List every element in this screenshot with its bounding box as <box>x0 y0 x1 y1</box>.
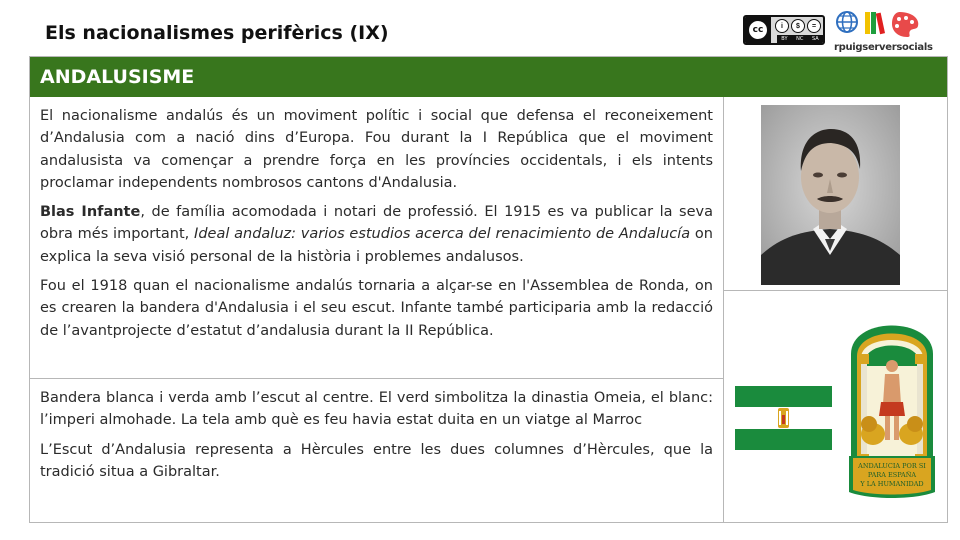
cc-icon: cc <box>747 19 769 41</box>
coat-motto-line2: PARA ESPAÑA <box>867 471 917 479</box>
flag-paragraph: Bandera blanca i verda amb l’escut al centre. El verd simbolitza la dinastia Omeia, el blanc: l’imperi almohade. La tela amb què es feu havia estat duita en un viatge al Marroc <box>40 390 713 429</box>
cc-license-badge[interactable] <box>743 15 825 45</box>
andalusia-flag <box>735 386 832 450</box>
slide-title: Els nacionalismes perifèrics (IX) <box>45 22 389 44</box>
flag-coat-of-arms-icon <box>778 408 789 428</box>
cc-label-nc: NC <box>796 36 804 42</box>
brand-icons <box>834 10 934 42</box>
blas-infante-paragraph <box>40 201 713 268</box>
symbols-text-cell <box>30 379 724 522</box>
symbols-cell <box>724 291 947 522</box>
books-icon <box>865 12 885 34</box>
ronda-paragraph: Fou el 1918 quan el nacionalisme andalús tornaria a alçar-se en l'Assemblea de Ronda, on es crearen la bandera d'Andalusia i el seu escut. Infante també participaria amb la redacció de l’avantprojecte d’estatut d’andalusia durant la II República. <box>40 278 713 339</box>
portrait-cell <box>724 97 947 291</box>
sharealike-icon: = <box>807 19 821 33</box>
attribution-icon: i <box>775 19 789 33</box>
cc-label-sa: SA <box>811 36 819 42</box>
palette-icon <box>892 12 918 37</box>
blas-infante-text-a: , de família acomodada i notari de professió. El 1915 es va publicar la seva obra més important, <box>40 204 713 243</box>
brand-logo[interactable] <box>834 10 934 54</box>
blas-infante-text-b: on explica la seva visió personal de la història i problemes andalusos. <box>40 226 713 265</box>
blas-infante-work-title: Ideal andaluz: varios estudios acerca del renacimiento de Andalucía <box>194 226 691 243</box>
brand-name: rpuigserversocials <box>834 42 933 53</box>
history-text-cell <box>30 97 724 379</box>
intro-paragraph: El nacionalisme andalús és un moviment polític i social que defensa el reconeixement d’Andalusia com a nació dins d’Europa. Fou durant la I República que el moviment andalusista va començar a prendre força en les províncies occidentals, i els intents proclamar independents nombrosos cantons d'Andalusia. <box>40 108 713 191</box>
blas-infante-name: Blas Infante <box>40 204 141 221</box>
coat-motto-line3: Y LA HUMANIDAD <box>860 480 924 488</box>
globe-icon <box>837 12 857 32</box>
content-table <box>29 56 948 523</box>
cc-label-by: BY <box>781 36 788 42</box>
cc-labels <box>777 35 823 43</box>
cc-mark <box>745 17 771 43</box>
coat-motto-line1: ANDALUCIA POR SI <box>858 462 926 470</box>
section-header: ANDALUSISME <box>30 57 947 97</box>
andalusia-coat-of-arms <box>845 306 939 501</box>
coat-paragraph: L’Escut d’Andalusia representa a Hèrcules entre les dues columnes d’Hèrcules, que la tradició situa a Gibraltar. <box>40 441 713 480</box>
blas-infante-portrait <box>761 105 900 285</box>
noncommercial-icon: $ <box>791 19 805 33</box>
